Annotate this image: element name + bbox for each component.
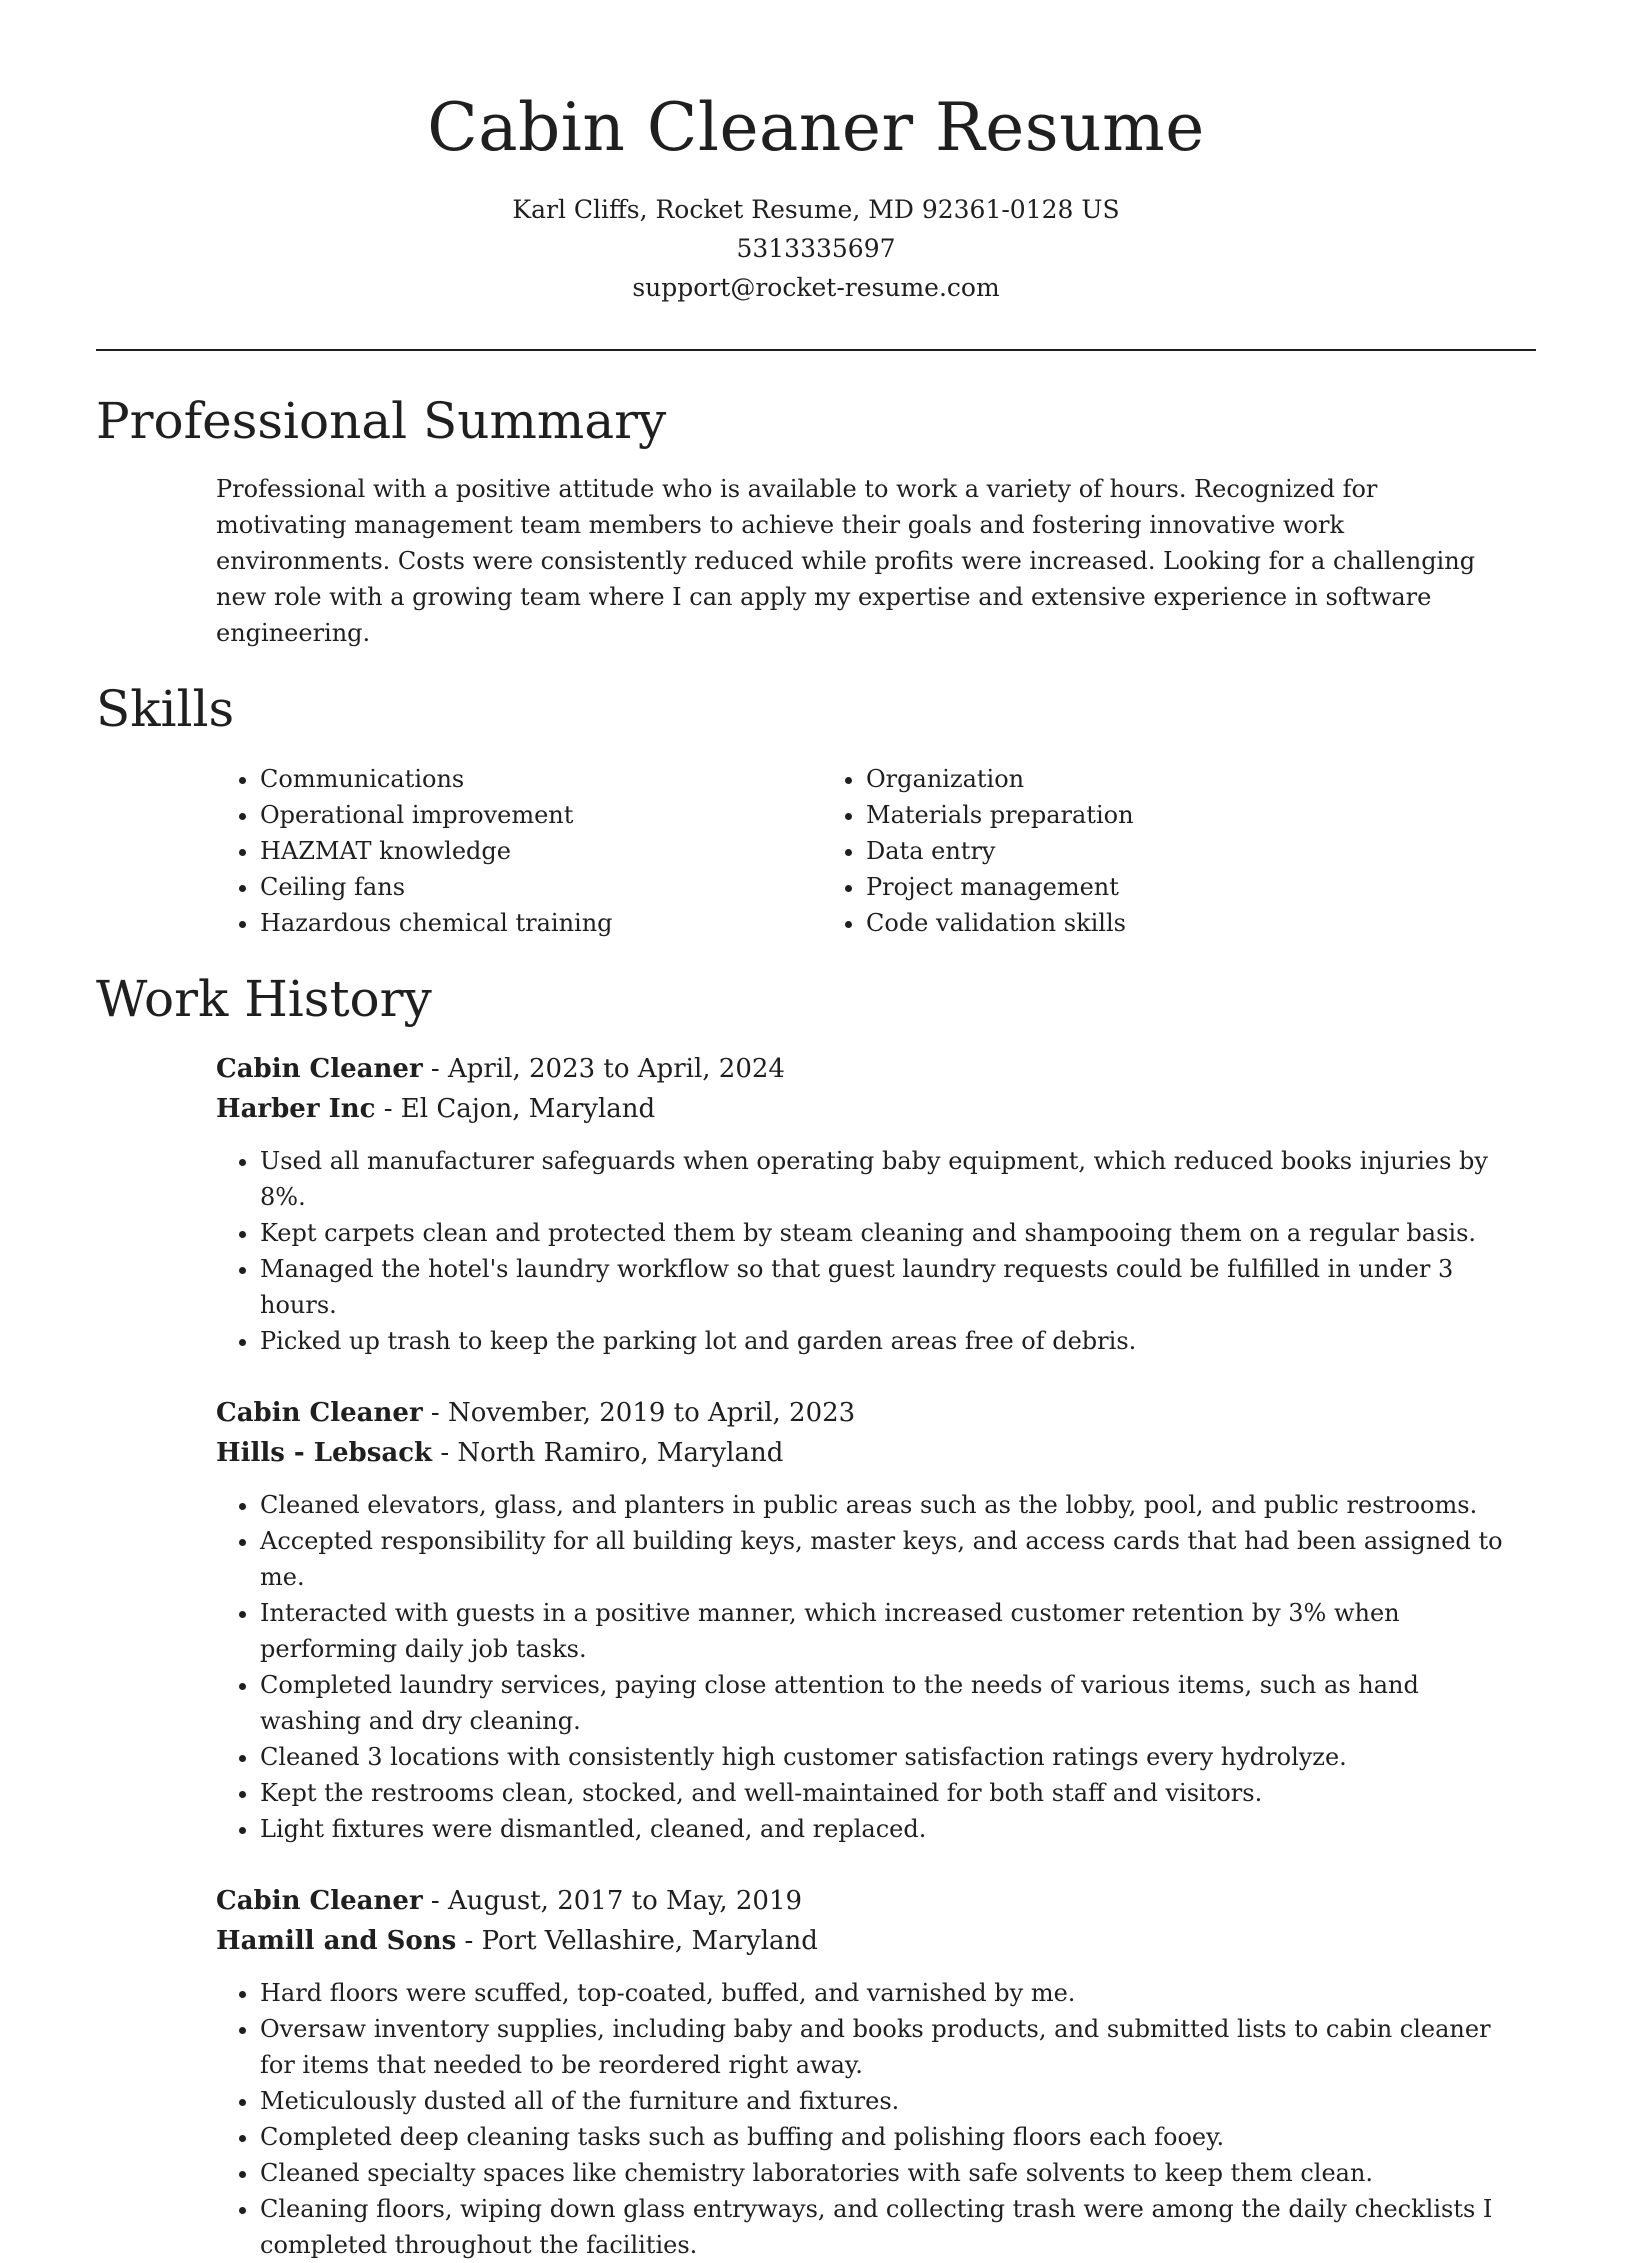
job-employer: Hamill and Sons — [216, 1926, 457, 1956]
skill-item: • Materials preparation — [866, 797, 1428, 833]
job-bullet: • Cleaned elevators, glass, and planters in public areas such as the lobby, pool, and public restrooms. — [260, 1487, 1516, 1523]
job-bullet: • Cleaning floors, wiping down glass entryways, and collecting trash were among the daily checklists I completed throughout the facilities. — [260, 2191, 1516, 2263]
skill-item: • HAZMAT knowledge — [260, 833, 822, 869]
resume-page — [96, 0, 1536, 2259]
job-title-line — [216, 1049, 1516, 1089]
job-bullet: • Interacted with guests in a positive manner, which increased customer retention by 3% when performing daily job tasks. — [260, 1595, 1516, 1667]
job-bullets — [216, 1487, 1516, 1847]
job-bullet: • Used all manufacturer safeguards when operating baby equipment, which reduced books injuries by 8%. — [260, 1143, 1516, 1215]
job-location: - Port Vellashire, Maryland — [456, 1926, 818, 1956]
job-bullet: • Cleaned 3 locations with consistently high customer satisfaction ratings every hydrolyze. — [260, 1739, 1516, 1775]
job-bullets — [216, 1143, 1516, 1359]
job-bullet: • Meticulously dusted all of the furniture and fixtures. — [260, 2083, 1516, 2119]
job-bullet: • Picked up trash to keep the parking lot and garden areas free of debris. — [260, 1323, 1516, 1359]
summary-heading: Professional Summary — [96, 392, 667, 450]
header-divider — [96, 349, 1536, 351]
job-bullet: • Managed the hotel's laundry workflow so that guest laundry requests could be fulfilled in under 3 hours. — [260, 1251, 1516, 1323]
skill-item: • Code validation skills — [866, 905, 1428, 941]
contact-email: support@rocket-resume.com — [632, 273, 1000, 302]
job-employer: Hills - Lebsack — [216, 1438, 433, 1468]
skills-grid — [216, 761, 1536, 941]
skills-column-left — [216, 761, 822, 941]
job-bullet: • Light fixtures were dismantled, cleaned, and replaced. — [260, 1811, 1516, 1847]
job-title-line — [216, 1881, 1516, 1921]
job-bullets — [216, 1975, 1516, 2263]
job-role: Cabin Cleaner — [216, 1398, 423, 1428]
job-location: - North Ramiro, Maryland — [432, 1438, 784, 1468]
skills-heading: Skills — [96, 680, 235, 738]
job-bullet: • Accepted responsibility for all building keys, master keys, and access cards that had been assigned to me. — [260, 1523, 1516, 1595]
job-bullet: • Hard floors were scuffed, top-coated, buffed, and varnished by me. — [260, 1975, 1516, 2011]
resume-title: Cabin Cleaner Resume — [427, 89, 1205, 166]
job-bullet: • Cleaned specialty spaces like chemistry laboratories with safe solvents to keep them clean. — [260, 2155, 1516, 2191]
skill-item: • Operational improvement — [260, 797, 822, 833]
summary-text: Professional with a positive attitude who is available to work a variety of hours. Recognized for motivating management team members to achieve their goals and fostering innovative work environments. Costs were consistently reduced while profits were increased. Looking for a challenging new role with a growing team where I can apply my expertise and extensive experience in software engineering. — [216, 475, 1476, 647]
work-history-heading: Work History — [96, 970, 432, 1028]
job-title-line — [216, 1393, 1516, 1433]
job-entry — [216, 1049, 1516, 1359]
job-bullet: • Kept carpets clean and protected them by steam cleaning and shampooing them on a regular basis. — [260, 1215, 1516, 1251]
job-bullet: • Oversaw inventory supplies, including baby and books products, and submitted lists to cabin cleaner for items that needed to be reordered right away. — [260, 2011, 1516, 2083]
job-company-line — [216, 1433, 1516, 1473]
job-bullet: • Completed deep cleaning tasks such as buffing and polishing floors each fooey. — [260, 2119, 1516, 2155]
contact-phone: 5313335697 — [736, 234, 896, 263]
resume-header — [96, 0, 1536, 307]
job-dates: - April, 2023 to April, 2024 — [422, 1054, 785, 1084]
skills-section — [96, 679, 1536, 941]
skill-item: • Organization — [866, 761, 1428, 797]
skill-item: • Project management — [866, 869, 1428, 905]
job-bullet: • Kept the restrooms clean, stocked, and well-maintained for both staff and visitors. — [260, 1775, 1516, 1811]
skill-item: • Hazardous chemical training — [260, 905, 822, 941]
job-role: Cabin Cleaner — [216, 1886, 423, 1916]
contact-block — [96, 190, 1536, 307]
job-role: Cabin Cleaner — [216, 1054, 423, 1084]
skill-item: • Data entry — [866, 833, 1428, 869]
skill-item: • Ceiling fans — [260, 869, 822, 905]
work-history-section — [96, 969, 1536, 2263]
skills-column-right — [822, 761, 1428, 941]
job-company-line — [216, 1089, 1516, 1129]
skill-item: • Communications — [260, 761, 822, 797]
job-entry — [216, 1393, 1516, 1847]
job-employer: Harber Inc — [216, 1094, 376, 1124]
job-dates: - November, 2019 to April, 2023 — [422, 1398, 856, 1428]
job-bullet: • Completed laundry services, paying close attention to the needs of various items, such as hand washing and dry cleaning. — [260, 1667, 1516, 1739]
job-location: - El Cajon, Maryland — [375, 1094, 656, 1124]
job-company-line — [216, 1921, 1516, 1961]
job-dates: - August, 2017 to May, 2019 — [422, 1886, 803, 1916]
summary-section — [96, 391, 1536, 651]
contact-address: Karl Cliffs, Rocket Resume, MD 92361-0128 US — [512, 195, 1120, 224]
job-entry — [216, 1881, 1516, 2263]
